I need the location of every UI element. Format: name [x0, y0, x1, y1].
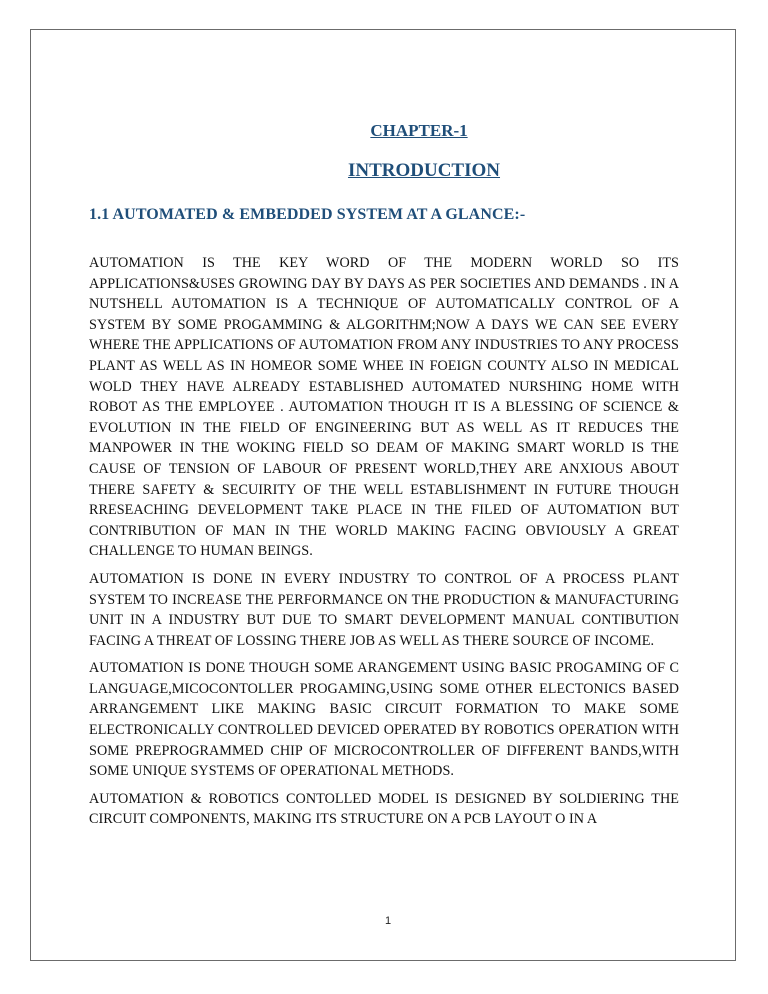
chapter-number: CHAPTER-1 [370, 121, 468, 140]
page-number: 1 [384, 915, 392, 927]
paragraph: AUTOMATION IS DONE THOUGH SOME ARANGEMENT USING BASIC PROGAMING OF C LANGUAGE,MICOCONTOLLER PROGAMING,USING SOME OTHER ELECTONICS BASED ARRANGEMENT LIKE MAKING BASIC CIRCUIT FORMATION TO MAKE SOME ELECTRONICALLY CONTROLLED DEVICED OPERATED BY ROBOTICS OPERATION WITH SOME PREPROGRAMMED CHIP OF MICROCONTROLLER OF DIFFERENT BANDS,WITH SOME UNIQUE SYSTEMS OF OPERATIONAL METHODS. [89, 660, 679, 780]
paragraph: AUTOMATION IS DONE IN EVERY INDUSTRY TO CONTROL OF A PROCESS PLANT SYSTEM TO INCREASE THE PERFORMANCE ON THE PRODUCTION & MANUFACTURING UNIT IN A INDUSTRY BUT DUE TO SMART DEVELOPMENT MANUAL CONTIBUTION FACING A THREAT OF LOSSING THERE JOB AS WELL AS THERE SOURCE OF INCOME. [89, 570, 679, 649]
section-heading: 1.1 AUTOMATED & EMBEDDED SYSTEM AT A GLANCE:- [89, 206, 526, 223]
paragraph: AUTOMATION & ROBOTICS CONTOLLED MODEL IS DESIGNED BY SOLDIERING THE CIRCUIT COMPONENTS, MAKING ITS STRUCTURE ON A PCB LAYOUT O IN A [89, 790, 679, 828]
document-body [89, 120, 679, 830]
chapter-title: INTRODUCTION [347, 160, 501, 181]
paragraph: AUTOMATION IS THE KEY WORD OF THE MODERN WORLD SO ITS APPLICATIONS&USES GROWING DAY BY DAYS AS PER SOCIETIES AND DEMANDS . IN A NUTSHELL AUTOMATION IS A TECHNIQUE OF AUTOMATICALLY CONTROL OF A SYSTEM BY SOME PROGAMMING & ALGORITHM;NOW A DAYS WE CAN SEE EVERY WHERE THE APPLICATIONS OF AUTOMATION FROM ANY INDUSTRIES TO ANY PROCESS PLANT AS WELL AS IN HOMEOR SOME WHEE IN FOEIGN COUNTY ALSO IN MEDICAL WOLD THEY HAVE ALREADY ESTABLISHED AUTOMATED NURSHING HOME WITH ROBOT AS THE EMPLOYEE . AUTOMATION THOUGH IT IS A BLESSING OF SCIENCE & EVOLUTION IN THE FIELD OF ENGINEERING BUT AS WELL AS IT REDUCES THE MANPOWER IN THE WOKING FIELD SO DEAM OF MAKING SMART WORLD IS THE CAUSE OF TENSION OF LABOUR OF PRESENT WORLD,THEY ARE ANXIOUS ABOUT THERE SAFETY & SECUIRITY OF THE WELL ESTABLISHMENT IN FUTURE THOUGH RRESEACHING DEVELOPMENT TAKE PLACE IN THE FILED OF AUTOMATION BUT CONTRIBUTION OF MAN IN THE WORLD MAKING FACING OBVIOUSLY A GREAT CHALLENGE TO HUMAN BEINGS. [89, 255, 679, 560]
